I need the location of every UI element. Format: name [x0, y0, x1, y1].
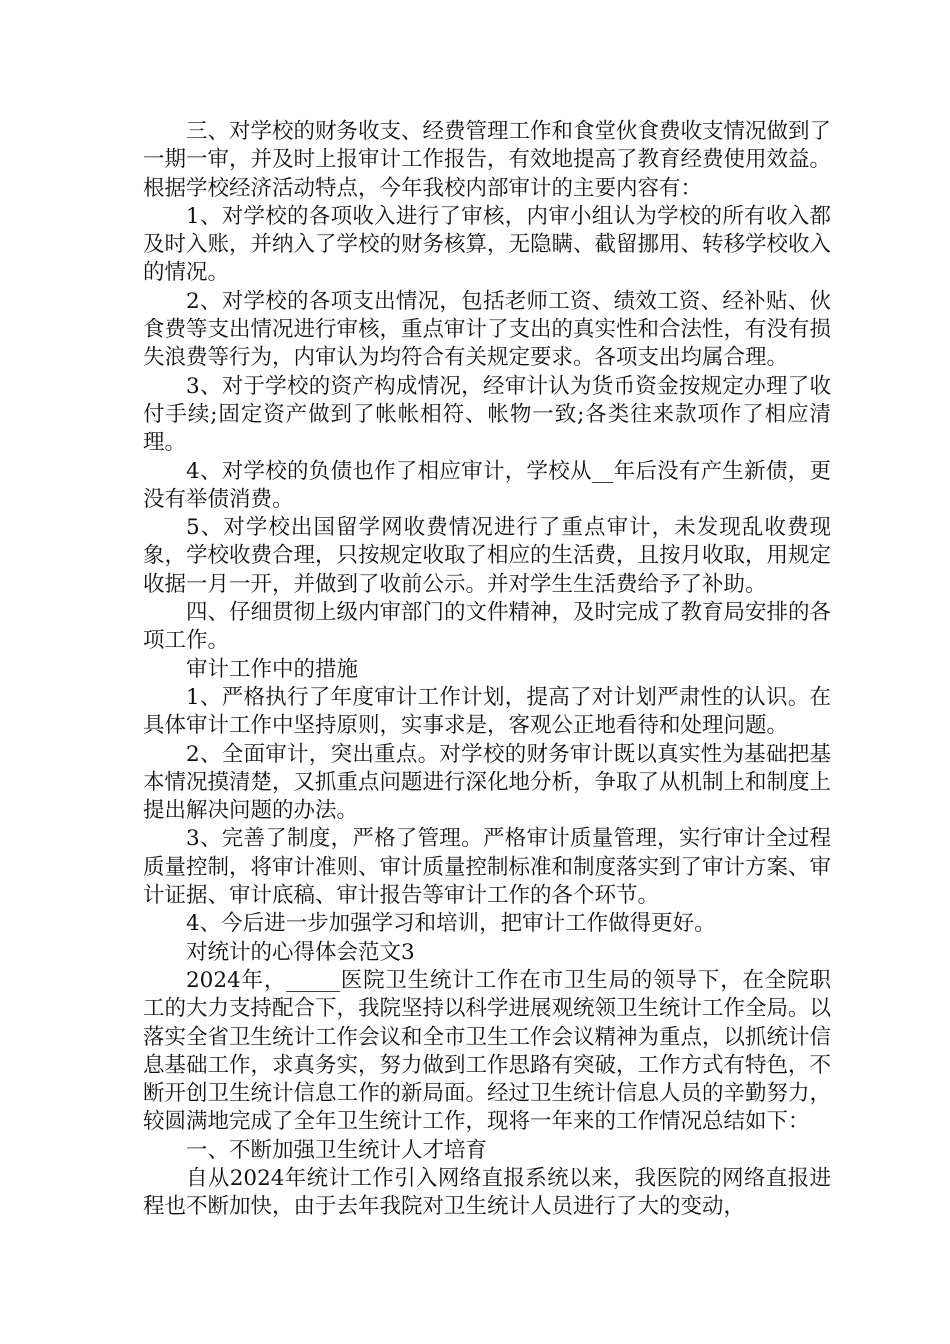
- paragraph-fee-audit: 5、对学校出国留学网收费情况进行了重点审计，未发现乱收费现象，学校收费合理，只按规定收取了相应的生活费，且按月收取，用规定收据一月一开，并做到了收前公示。并对学生生活费给予了补助。: [143, 515, 832, 597]
- heading-audit-measures: 审计工作中的措施: [186, 656, 359, 682]
- heading-sample-essay-3: 对统计的心得体会范文3: [186, 939, 415, 965]
- paragraph-expense-audit: 2、对学校的各项支出情况，包括老师工资、绩效工资、经补贴、伙食费等支出情况进行审核，重点审计了支出的真实性和合法性，有没有损失浪费等行为，内审认为均符合有关规定要求。各项支出均属合理。: [143, 288, 832, 371]
- heading-talent-cultivation: 一、不断加强卫生统计人才培育: [186, 1137, 488, 1163]
- paragraph-network-reporting: 自从2024年统计工作引入网络直报系统以来，我医院的网络直报进程也不断加快，由于去年我院对卫生统计人员进行了大的变动，: [143, 1165, 831, 1220]
- paragraph-measure-2: 2、全面审计，突出重点。对学校的财务审计既以真实性为基础把基本情况摸清楚，又抓重点问题进行深化地分析，争取了从机制上和制度上提出解决问题的办法。: [143, 741, 832, 824]
- paragraph-section-four: 四、仔细贯彻上级内审部门的文件精神，及时完成了教育局安排的各项工作。: [143, 600, 832, 654]
- paragraph-measure-4: 4、今后进一步加强学习和培训，把审计工作做得更好。: [186, 911, 716, 937]
- paragraph-hospital-summary: 2024年，_____医院卫生统计工作在市卫生局的领导下，在全院职工的大力支持配合下，我院坚持以科学进展观统领卫生统计工作全局。以落实全省卫生统计工作会议和全市卫生工作会议精神为重点，以抓统计信息基础工作，求真务实，努力做到工作思路有突破，工作方式有特色，不断开创卫生统计信息工作的新局面。经过卫生统计信息人员的辛勤努力，较圆满地完成了全年卫生统计工作，现将一年来的工作情况总结如下：: [143, 967, 832, 1135]
- document-body: [143, 118, 831, 1222]
- paragraph-finance-audit-intro: 三、对学校的财务收支、经费管理工作和食堂伙食费收支情况做到了一期一审，并及时上报审计工作报告，有效地提高了教育经费使用效益。根据学校经济活动特点，今年我校内部审计的主要内容有：: [143, 119, 832, 201]
- paragraph-income-audit: 1、对学校的各项收入进行了审核，内审小组认为学校的所有收入都及时入账，并纳入了学校的财务核算，无隐瞒、截留挪用、转移学校收入的情况。: [143, 203, 832, 286]
- paragraph-debt-audit: 4、对学校的负债也作了相应审计，学校从__年后没有产生新债，更没有举债消费。: [143, 458, 831, 512]
- paragraph-asset-audit: 3、对于学校的资产构成情况，经审计认为货币资金按规定办理了收付手续;固定资产做到了帐帐相符、帐物一致;各类往来款项作了相应清理。: [143, 373, 831, 456]
- paragraph-measure-1: 1、严格执行了年度审计工作计划，提高了对计划严肃性的认识。在具体审计工作中坚持原则，实事求是，客观公正地看待和处理问题。: [143, 684, 831, 739]
- paragraph-measure-3: 3、完善了制度，严格了管理。严格审计质量管理，实行审计全过程质量控制，将审计准则、审计质量控制标准和制度落实到了审计方案、审计证据、审计底稿、审计报告等审计工作的各个环节。: [143, 826, 832, 909]
